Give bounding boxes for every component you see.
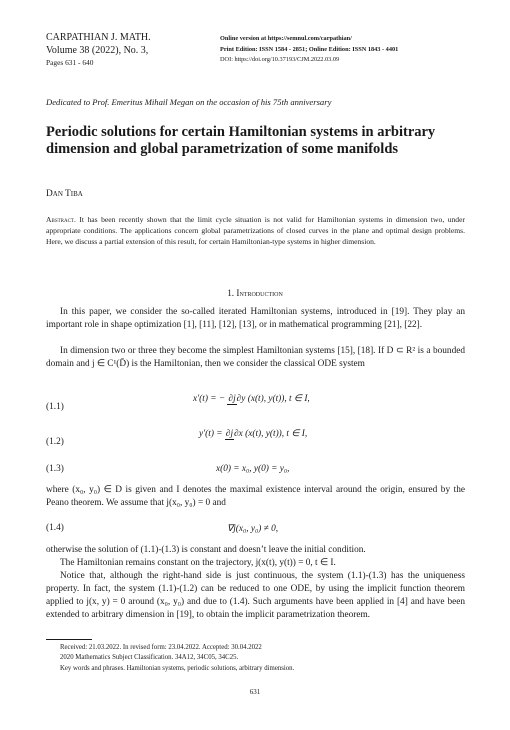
eq-number-1-4: (1.4) (46, 523, 64, 533)
footnote-rule (46, 639, 92, 640)
pages-line: Pages 631 - 640 (46, 58, 94, 67)
paragraph-5: The Hamiltonian remains constant on the trajectory, j(x(t), y(t)) = 0, t ∈ I. (60, 558, 336, 568)
eq-1-1-lhs: x′(t) = − (193, 394, 226, 404)
abstract-text: It has been recently shown that the limit cycle situation is not valid for Hamiltonian systems in dimension two, under appropriate conditions. The applications concern global parametrizations of closed curves in the plane and optimal design problems. Here, we discuss a partial extension of this result, for certain Hamiltonian-type systems in higher dimension. (46, 215, 465, 247)
eq-1-1-frac-num: ∂j (228, 393, 236, 404)
equation-1-3: x(0) = x₀, y(0) = y₀, (216, 464, 290, 474)
footnotes (60, 643, 465, 674)
received-dates: Received: 21.03.2022. In revised form: 23.04.2022. Accepted: 30.04.2022 (60, 644, 262, 651)
doi-line: DOI: https://doi.org/10.37193/CJM.2022.03.09 (220, 56, 340, 63)
eq-number-1-1: (1.1) (46, 402, 64, 412)
eq-1-2-frac-num: ∂j (225, 428, 234, 439)
publication-info (220, 34, 480, 66)
dedication: Dedicated to Prof. Emeritus Mihail Megan on the occasion of his 75th anniversary (46, 97, 332, 107)
paper-title: Periodic solutions for certain Hamiltonian systems in arbitrary dimension and global parametrization of some manifolds (46, 124, 436, 157)
eq-1-1-rhs: (x(t), y(t)), t ∈ I, (247, 394, 310, 404)
paragraph-2: In dimension two or three they become the simplest Hamiltonian systems [15], [18]. If D ⊂ R² is a bounded domain and j ∈ C¹(D̄) is the Hamiltonian, then we consider the classical ODE system (46, 346, 465, 369)
msc-classification: 2020 Mathematics Subject Classification. 34A12, 34C05, 34C25. (60, 654, 239, 662)
paragraph-3: where (x₀, y₀) ∈ D is given and I denotes the maximal existence interval around the origin, ensured by the Peano theorem. We assume that j(x₀, y₀) = 0 and (46, 485, 465, 508)
abstract (46, 214, 465, 248)
eq-1-2-lhs: y′(t) = (199, 429, 223, 439)
section-heading: 1. Introduction (227, 288, 283, 298)
issn-line: Print Edition: ISSN 1584 - 2851; Online Edition: ISSN 1843 - 4401 (220, 45, 399, 53)
eq-1-1-fraction (227, 394, 245, 404)
eq-1-2-fraction (225, 429, 243, 439)
eq-number-1-2: (1.2) (46, 437, 64, 447)
paragraph-1: In this paper, we consider the so-called iterated Hamiltonian systems, introduced in [19]. They play an important role in shape optimization [1], [11], [12], [13], or in mathematical programming [21], [22]. (46, 307, 465, 330)
journal-info (46, 32, 151, 70)
journal-name: CARPATHIAN J. MATH. (46, 32, 151, 43)
equation-1-1 (193, 393, 310, 404)
author: Dan Tiba (46, 189, 83, 199)
online-version: Online version at https://semnul.com/carpathian/ (220, 35, 352, 42)
paragraph-4: otherwise the solution of (1.1)-(1.3) is constant and doesn’t leave the initial condition. (46, 545, 366, 555)
page-number: 631 (249, 688, 261, 696)
abstract-label: Abstract. (46, 215, 76, 224)
equation-1-2 (199, 428, 307, 439)
paragraph-6: Notice that, although the right-hand side is just continuous, the system (1.1)-(1.3) has the uniqueness property. In fact, the system (1.1)-(1.2) can be reduced to one ODE, by using the implicit function theorem applied to j(x, y) = 0 around (x₀, y₀) and due to (1.4). Such arguments have been applied in [4] and have been extended to arbitrary dimension in [19], to obtain the implicit parametrization theorem. (46, 571, 465, 620)
eq-1-2-rhs: (x(t), y(t)), t ∈ I, (245, 429, 308, 439)
equation-1-4: ∇j(x₀, y₀) ≠ 0, (227, 524, 279, 534)
eq-number-1-3: (1.3) (46, 464, 64, 474)
eq-1-1-frac-den: ∂y (236, 393, 246, 404)
volume-line: Volume 38 (2022), No. 3, (46, 44, 149, 56)
keywords: Key words and phrases. Hamiltonian systems, periodic solutions, arbitrary dimension. (60, 664, 295, 672)
eq-1-2-frac-den: ∂x (234, 428, 243, 439)
